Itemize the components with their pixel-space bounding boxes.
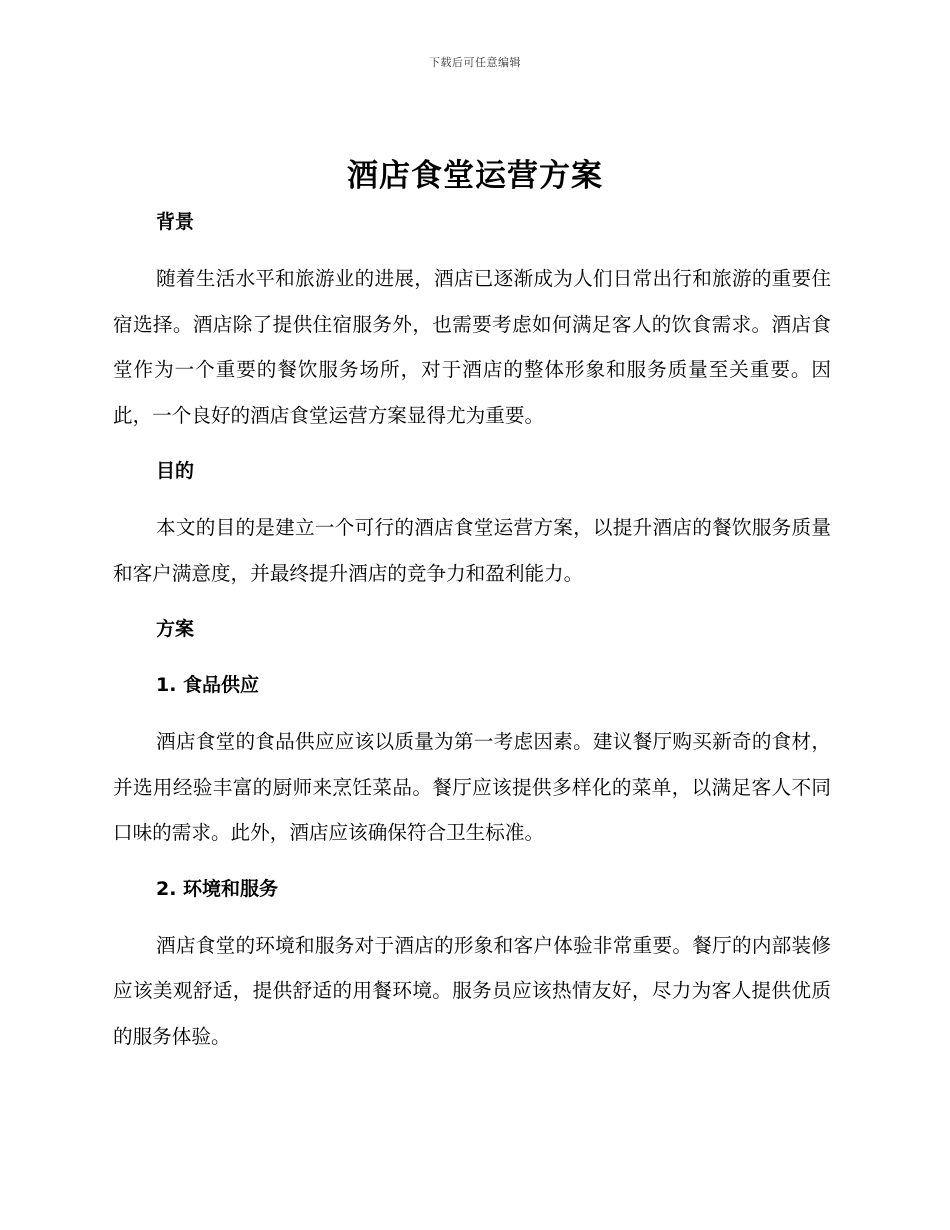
section-heading-plan: 方案 <box>156 618 195 640</box>
subsection-heading-food: 1. 食品供应 <box>156 674 260 696</box>
section-text-purpose: 本文的目的是建立一个可行的酒店食堂运营方案，以提升酒店的餐饮服务质量和客户满意度，并最终提升酒店的竞争力和盈利能力。 <box>113 516 831 585</box>
subsection-heading-environment: 2. 环境和服务 <box>156 877 279 900</box>
page-title: 酒店食堂运营方案 <box>347 158 603 194</box>
subsection-text-food: 酒店食堂的食品供应应该以质量为第一考虑因素。建议餐厅购买新奇的食材，并选用经验丰富的厨师来烹饪菜品。餐厅应该提供多样化的菜单，以满足客人不同口味的需求。此外，酒店应该确保符合卫生标准。 <box>113 730 831 844</box>
document-body <box>113 200 831 1059</box>
section-text-background: 随着生活水平和旅游业的进展，酒店已逐渐成为人们日常出行和旅游的重要住宿选择。酒店除了提供住宿服务外，也需要考虑如何满足客人的饮食需求。酒店食堂作为一个重要的餐饮服务场所，对于酒店的整体形象和服务质量至关重要。因此，一个良好的酒店食堂运营方案显得尤为重要。 <box>113 267 831 427</box>
subsection-text-environment: 酒店食堂的环境和服务对于酒店的形象和客户体验非常重要。餐厅的内部装修应该美观舒适，提供舒适的用餐环境。服务员应该热情友好，尽力为客人提供优质的服务体验。 <box>113 933 831 1048</box>
section-heading-background: 背景 <box>156 211 195 233</box>
section-heading-purpose: 目的 <box>156 460 195 482</box>
header-note: 下载后可任意编辑 <box>429 56 521 69</box>
